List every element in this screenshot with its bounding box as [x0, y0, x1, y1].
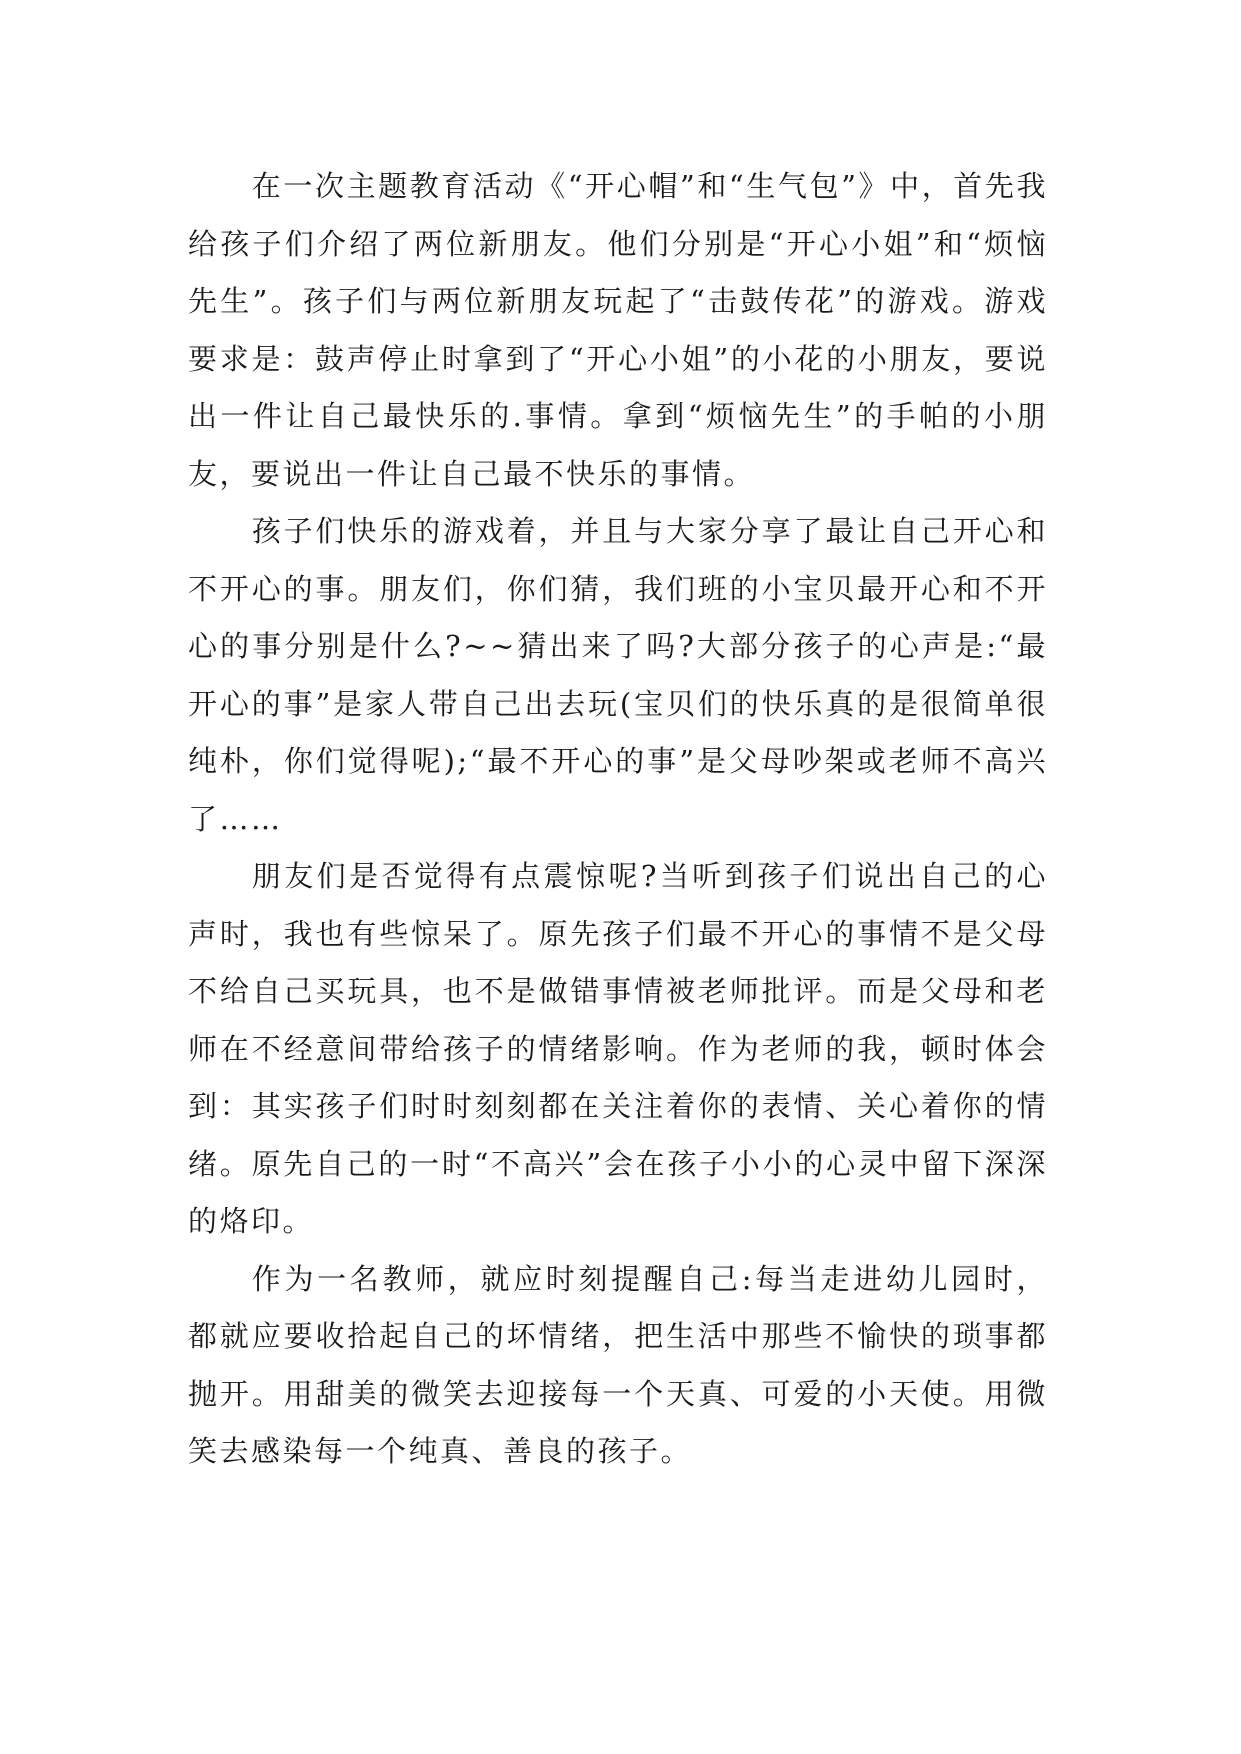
paragraph: 朋友们是否觉得有点震惊呢?当听到孩子们说出自己的心声时，我也有些惊呆了。原先孩子们最不开心的事情不是父母不给自己买玩具，也不是做错事情被老师批评。而是父母和老师在不经意间带给孩子的情绪影响。作为老师的我，顿时体会到：其实孩子们时时刻刻都在关注着你的表情、关心着你的情绪。原先自己的一时“不高兴”会在孩子小小的心灵中留下深深的烙印。 [188, 859, 1048, 1238]
paragraph: 作为一名教师，就应时刻提醒自己:每当走进幼儿园时，都就应要收拾起自己的坏情绪，把生活中那些不愉快的琐事都抛开。用甜美的微笑去迎接每一个天真、可爱的小天使。用微笑去感染每一个纯真、善良的孩子。 [188, 1261, 1048, 1468]
document-body [188, 158, 1048, 1481]
paragraph: 在一次主题教育活动《“开心帽”和“生气包”》中，首先我给孩子们介绍了两位新朋友。他们分别是“开心小姐”和“烦恼先生”。孩子们与两位新朋友玩起了“击鼓传花”的游戏。游戏要求是：鼓声停止时拿到了“开心小姐”的小花的小朋友，要说出一件让自己最快乐的.事情。拿到“烦恼先生”的手帕的小朋友，要说出一件让自己最不快乐的事情。 [188, 169, 1048, 491]
paragraph: 孩子们快乐的游戏着，并且与大家分享了最让自己开心和不开心的事。朋友们，你们猜，我们班的小宝贝最开心和不开心的事分别是什么?~~猜出来了吗?大部分孩子的心声是:“最开心的事”是家人带自己出去玩(宝贝们的快乐真的是很简单很纯朴，你们觉得呢);“最不开心的事”是父母吵架或老师不高兴了…… [188, 514, 1048, 836]
